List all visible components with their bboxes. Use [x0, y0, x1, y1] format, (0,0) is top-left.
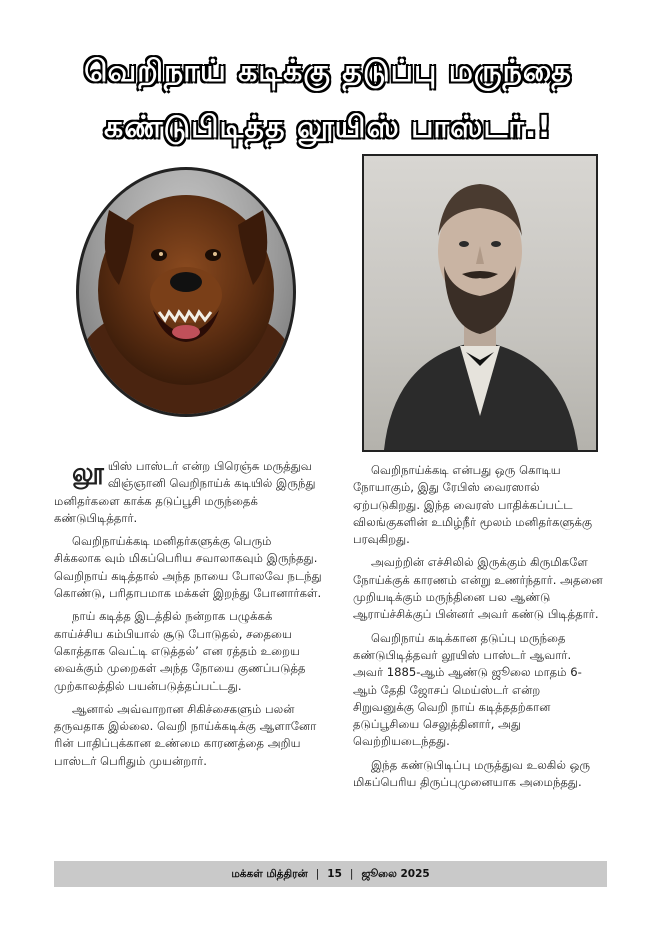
page-number: 15	[327, 868, 342, 880]
footer-separator: |	[315, 868, 320, 880]
portrait-illustration	[364, 156, 596, 450]
dog-illustration	[79, 170, 293, 414]
right-paragraph-1: வெறிநாய்க்கடி என்பது ஒரு கொடிய நோயாகும், இது ரேபிஸ் வைரஸால் ஏற்படுகிறது. இந்த வைரஸ் பாதிக்கப்பட்ட விலங்குகளின் உமிழ்நீர் மூலம் மனிதர்களுக்கு பரவுகிறது.	[353, 463, 593, 547]
page-footer	[54, 861, 607, 887]
left-paragraph-1	[54, 458, 322, 527]
drop-cap: லூ	[72, 458, 104, 488]
left-paragraph-1-text: யிஸ் பாஸ்டர் என்ற பிரெஞ்சு மருத்துவ விஞ்ஞானி வெறிநாய்க் கடியில் இருந்து மனிதர்களை காக்க தடுப்பூசி மருந்தைக் கண்டுபிடித்தார்.	[54, 459, 316, 525]
right-paragraph-3: வெறிநாய் கடிக்கான தடுப்பு மருந்தை கண்டுபிடித்தவர் லூயிஸ் பாஸ்டர் ஆவார். அவர் 1885-ஆம் ஆண்டு ஜூலை மாதம் 6-ஆம் தேதி ஜோசப் மெய்ஸ்டர் என்ற சிறுவனுக்கு வெறி நாய் கடித்ததற்கான தடுப்பூசியை செலுத்தினார், அது வெற்றியடைந்தது.	[353, 630, 582, 749]
right-paragraph-2: அவற்றின் எச்சிலில் இருக்கும் கிருமிகளே நோய்க்குக் காரணம் என்று உணர்ந்தார். அதனை முறியடிக்கும் மருந்தினை பல ஆண்டு ஆராய்ச்சிக்குப் பின்னர் அவர் கண்டு பிடித்தார்.	[353, 555, 603, 622]
left-column	[54, 458, 322, 776]
headline-line-1: வெறிநாய் கடிக்கு தடுப்பு மருந்தை	[84, 54, 572, 89]
headline-line-2: கண்டுபிடித்த லூயிஸ் பாஸ்டர்.!	[104, 110, 552, 145]
footer-separator: |	[349, 868, 354, 880]
left-paragraph-3: நாய் கடித்த இடத்தில் நன்றாக பழுக்கக் காய்ச்சிய கம்பியால் சூடு போடுதல், சதையை கொத்தாக வெட்டி எடுத்தல்’ என ரத்தம் உறைய வைக்கும் முறைகள் அந்த நோயை குணப்படுத்த முற்காலத்தில் பயன்படுத்தப்பட்டது.	[54, 609, 306, 693]
left-paragraph-4: ஆனால் அவ்வாறான சிகிச்சைகளும் பலன் தருவதாக இல்லை. வெறி நாய்க்கடிக்கு ஆளானோ ரின் பாதிப்புக்கான உண்மை காரணத்தை அறிய பாஸ்டர் பெரிதும் முயன்றார்.	[54, 701, 317, 768]
right-paragraph-4: இந்த கண்டுபிடிப்பு மருத்துவ உலகில் ஒரு மிகப்பெரிய திருப்புமுனையாக அமைந்தது.	[353, 757, 591, 790]
issue-date: ஜூலை 2025	[361, 867, 430, 880]
publication-name: மக்கள் மித்திரன்	[231, 867, 308, 880]
dog-image	[76, 167, 296, 417]
left-paragraph-2: வெறிநாய்க்கடி மனிதர்களுக்கு பெரும் சிக்கலாக வும் மிகப்பெரிய சவாலாகவும் இருந்தது. வெறிநாய் கடித்தால் அந்த நாயை போலவே நடந்து கொண்டு, பரிதாபமாக மக்கள் இறந்து போனார்கள்.	[54, 534, 322, 601]
louis-pasteur-portrait	[362, 154, 598, 452]
right-column	[353, 462, 603, 797]
